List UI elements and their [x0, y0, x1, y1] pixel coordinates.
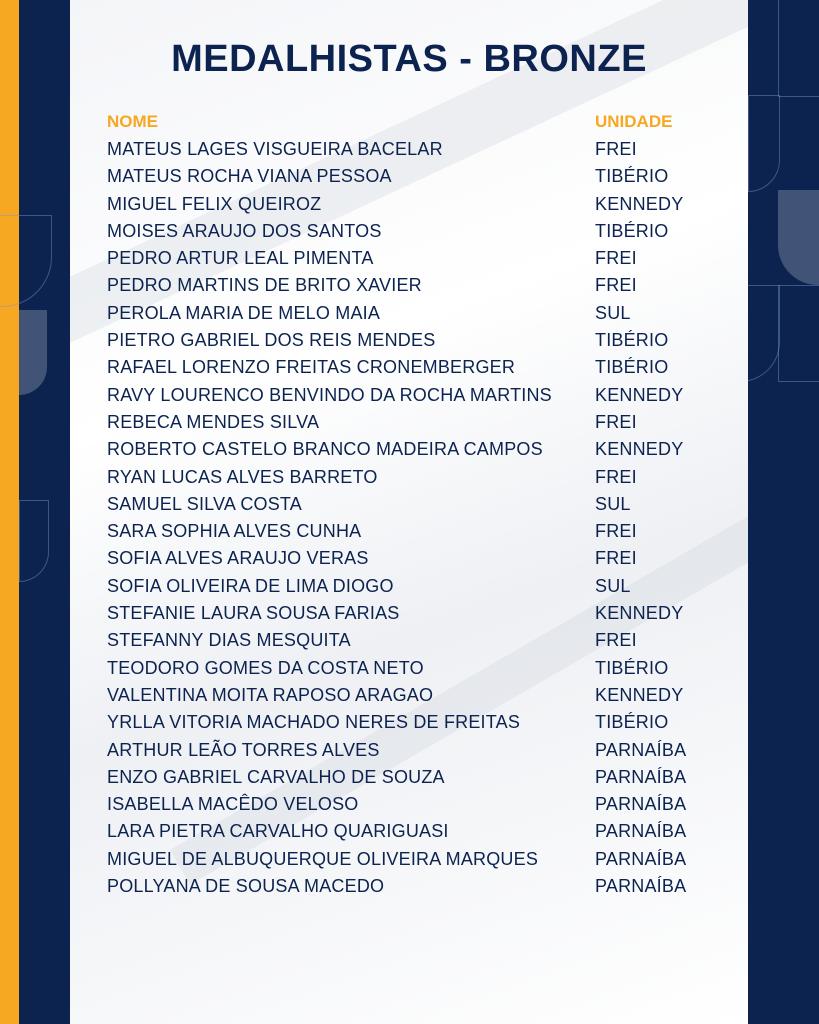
- table-row: [107, 355, 747, 382]
- medalist-list: [107, 137, 747, 901]
- medalist-name: VALENTINA MOITA RAPOSO ARAGAO: [107, 684, 434, 705]
- medalist-unit: TIBÉRIO: [595, 166, 669, 187]
- medalist-name: STEFANIE LAURA SOUSA FARIAS: [107, 603, 400, 624]
- left-decorative-strip: [0, 0, 70, 1024]
- medalist-unit: PARNAÍBA: [595, 821, 687, 842]
- table-header: [107, 112, 747, 136]
- medalist-unit: TIBÉRIO: [595, 357, 669, 378]
- medalist-name: PIETRO GABRIEL DOS REIS MENDES: [107, 330, 436, 351]
- table-row: [107, 874, 747, 901]
- medalist-unit: FREI: [595, 521, 637, 542]
- medalist-unit: FREI: [595, 411, 637, 432]
- content-panel: [70, 0, 748, 1024]
- column-header-unit: UNIDADE: [595, 112, 673, 131]
- medalist-name: RAFAEL LORENZO FREITAS CRONEMBERGER: [107, 357, 516, 378]
- medalist-name: ENZO GABRIEL CARVALHO DE SOUZA: [107, 766, 445, 787]
- medalist-name: SARA SOPHIA ALVES CUNHA: [107, 521, 362, 542]
- medalist-unit: KENNEDY: [595, 603, 684, 624]
- table-row: [107, 164, 747, 191]
- right-deco-box-1: [778, 0, 819, 97]
- medalist-unit: KENNEDY: [595, 439, 684, 460]
- medalist-unit: FREI: [595, 630, 637, 651]
- table-row: [107, 219, 747, 246]
- table-row: [107, 710, 747, 737]
- medalist-name: MIGUEL FELIX QUEIROZ: [107, 193, 322, 214]
- medalist-name: RYAN LUCAS ALVES BARRETO: [107, 466, 378, 487]
- medalist-name: LARA PIETRA CARVALHO QUARIGUASI: [107, 821, 449, 842]
- right-decorative-strip: [748, 0, 819, 1024]
- table-row: [107, 601, 747, 628]
- table-row: [107, 738, 747, 765]
- table-row: [107, 465, 747, 492]
- table-row: [107, 819, 747, 846]
- medalist-unit: PARNAÍBA: [595, 794, 687, 815]
- table-row: [107, 383, 747, 410]
- medalist-unit: FREI: [595, 275, 637, 296]
- medalist-unit: TIBÉRIO: [595, 712, 669, 733]
- medalist-unit: PARNAÍBA: [595, 739, 687, 760]
- medalist-unit: PARNAÍBA: [595, 766, 687, 787]
- right-deco-box-2: [778, 285, 819, 382]
- medalist-unit: PARNAÍBA: [595, 876, 687, 897]
- medalist-name: PEROLA MARIA DE MELO MAIA: [107, 302, 381, 323]
- medalist-unit: PARNAÍBA: [595, 848, 687, 869]
- table-row: [107, 137, 747, 164]
- medalist-name: ARTHUR LEÃO TORRES ALVES: [107, 739, 380, 760]
- medalist-name: RAVY LOURENCO BENVINDO DA ROCHA MARTINS: [107, 384, 552, 405]
- table-row: [107, 765, 747, 792]
- orange-accent-bar: [0, 0, 19, 1024]
- table-row: [107, 574, 747, 601]
- medalist-unit: SUL: [595, 493, 631, 514]
- medalist-name: SOFIA OLIVEIRA DE LIMA DIOGO: [107, 575, 394, 596]
- medalist-unit: SUL: [595, 575, 631, 596]
- medalist-name: POLLYANA DE SOUSA MACEDO: [107, 876, 385, 897]
- medalist-name: MATEUS ROCHA VIANA PESSOA: [107, 166, 392, 187]
- medalist-unit: FREI: [595, 139, 637, 159]
- medalist-unit: SUL: [595, 302, 631, 323]
- medalist-unit: FREI: [595, 548, 637, 569]
- page-title: MEDALHISTAS - BRONZE: [171, 38, 647, 80]
- column-header-name: NOME: [107, 112, 158, 131]
- medalist-unit: FREI: [595, 248, 637, 269]
- medalist-name: MOISES ARAUJO DOS SANTOS: [107, 220, 382, 241]
- left-deco-arc-1: [0, 215, 52, 307]
- table-row: [107, 656, 747, 683]
- table-row: [107, 628, 747, 655]
- medalist-name: PEDRO ARTUR LEAL PIMENTA: [107, 248, 374, 269]
- medalist-name: ISABELLA MACÊDO VELOSO: [107, 794, 359, 815]
- table-row: [107, 273, 747, 300]
- table-row: [107, 546, 747, 573]
- medalist-name: PEDRO MARTINS DE BRITO XAVIER: [107, 275, 422, 296]
- table-row: [107, 246, 747, 273]
- left-deco-block: [19, 310, 47, 395]
- table-row: [107, 301, 747, 328]
- medalist-name: SOFIA ALVES ARAUJO VERAS: [107, 548, 369, 569]
- medalist-name: STEFANNY DIAS MESQUITA: [107, 630, 351, 651]
- medalist-name: YRLLA VITORIA MACHADO NERES DE FREITAS: [107, 712, 521, 733]
- medalist-unit: FREI: [595, 466, 637, 487]
- right-deco-arc: [748, 95, 780, 192]
- table-row: [107, 683, 747, 710]
- medalist-unit: TIBÉRIO: [595, 220, 669, 241]
- right-deco-block: [778, 190, 819, 285]
- medalist-name: ROBERTO CASTELO BRANCO MADEIRA CAMPOS: [107, 439, 543, 460]
- medalist-unit: TIBÉRIO: [595, 657, 669, 678]
- medalist-unit: KENNEDY: [595, 384, 684, 405]
- table-row: [107, 519, 747, 546]
- medalist-name: REBECA MENDES SILVA: [107, 411, 320, 432]
- right-deco-arc-2: [748, 285, 780, 382]
- table-row: [107, 410, 747, 437]
- table-row: [107, 792, 747, 819]
- table-row: [107, 328, 747, 355]
- medalist-name: TEODORO GOMES DA COSTA NETO: [107, 657, 424, 678]
- table-row: [107, 192, 747, 219]
- left-deco-arc-2: [19, 500, 49, 582]
- medalist-unit: KENNEDY: [595, 193, 684, 214]
- medalist-name: SAMUEL SILVA COSTA: [107, 493, 302, 514]
- table-row: [107, 492, 747, 519]
- table-row: [107, 847, 747, 874]
- medalist-name: MATEUS LAGES VISGUEIRA BACELAR: [107, 139, 443, 159]
- medalist-name: MIGUEL DE ALBUQUERQUE OLIVEIRA MARQUES: [107, 848, 539, 869]
- table-row: [107, 437, 747, 464]
- medalist-unit: TIBÉRIO: [595, 330, 669, 351]
- medalist-unit: KENNEDY: [595, 684, 684, 705]
